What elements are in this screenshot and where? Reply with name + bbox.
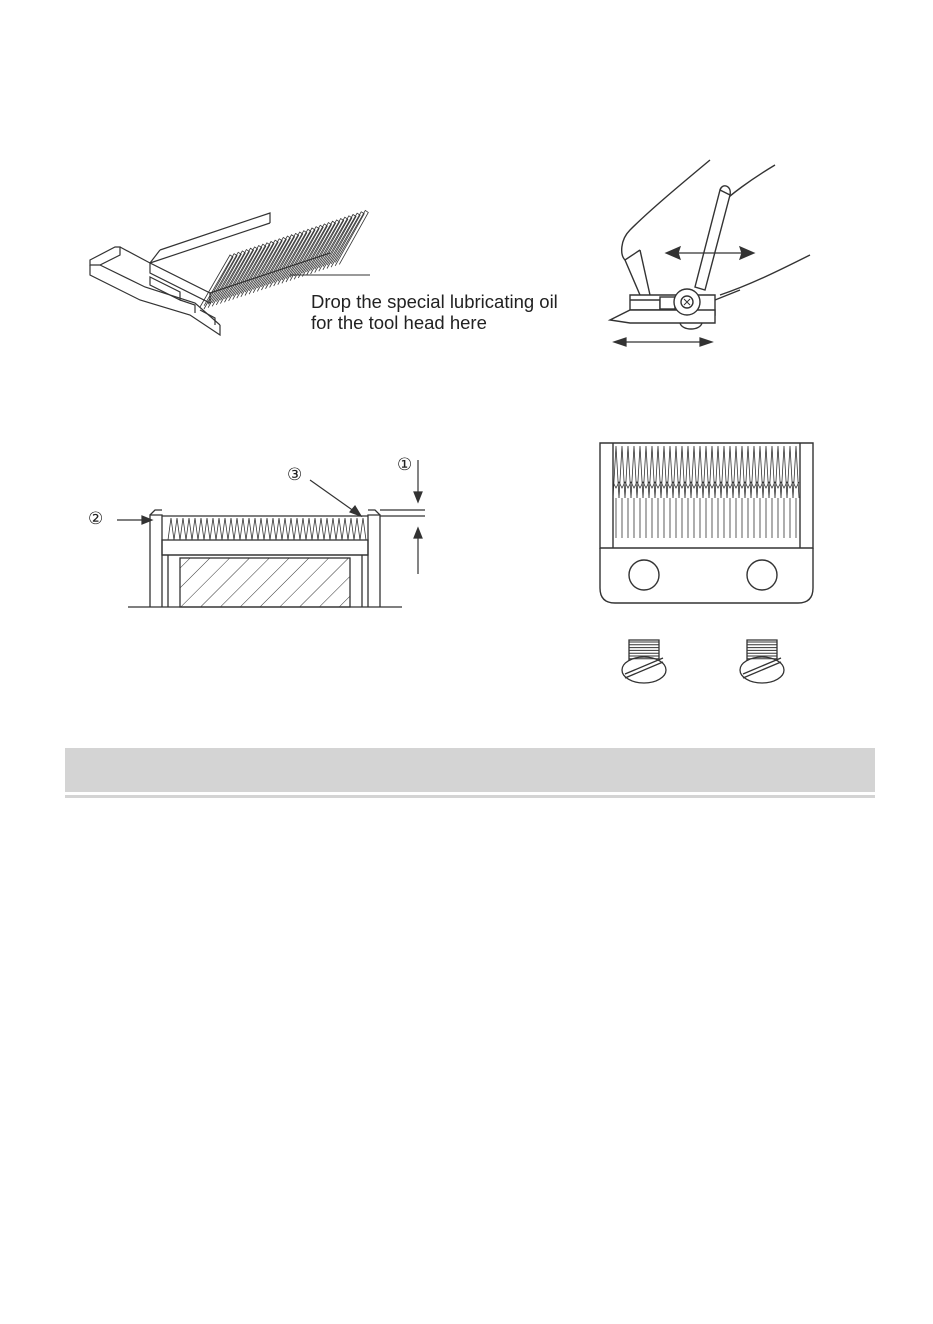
oil-caption-line-2: for the tool head here: [311, 312, 487, 333]
blade-alignment-figure: [80, 450, 440, 620]
oil-caption-line-1: Drop the special lubricating oil: [311, 291, 558, 312]
blade-front-drawing: [595, 438, 820, 693]
callout-2: ②: [88, 509, 104, 529]
section-header-bar: [65, 748, 875, 792]
callout-3: ③: [287, 465, 303, 485]
section-divider: [65, 795, 875, 798]
screw-left-icon: [622, 640, 666, 683]
blade-front-figure: [595, 438, 820, 693]
clipper-lever-figure: [600, 155, 820, 355]
screw-right-icon: [740, 640, 784, 683]
callout-1: ①: [397, 455, 413, 475]
blade-cross-section-drawing: [80, 450, 440, 620]
clipper-side-drawing: [600, 155, 820, 355]
